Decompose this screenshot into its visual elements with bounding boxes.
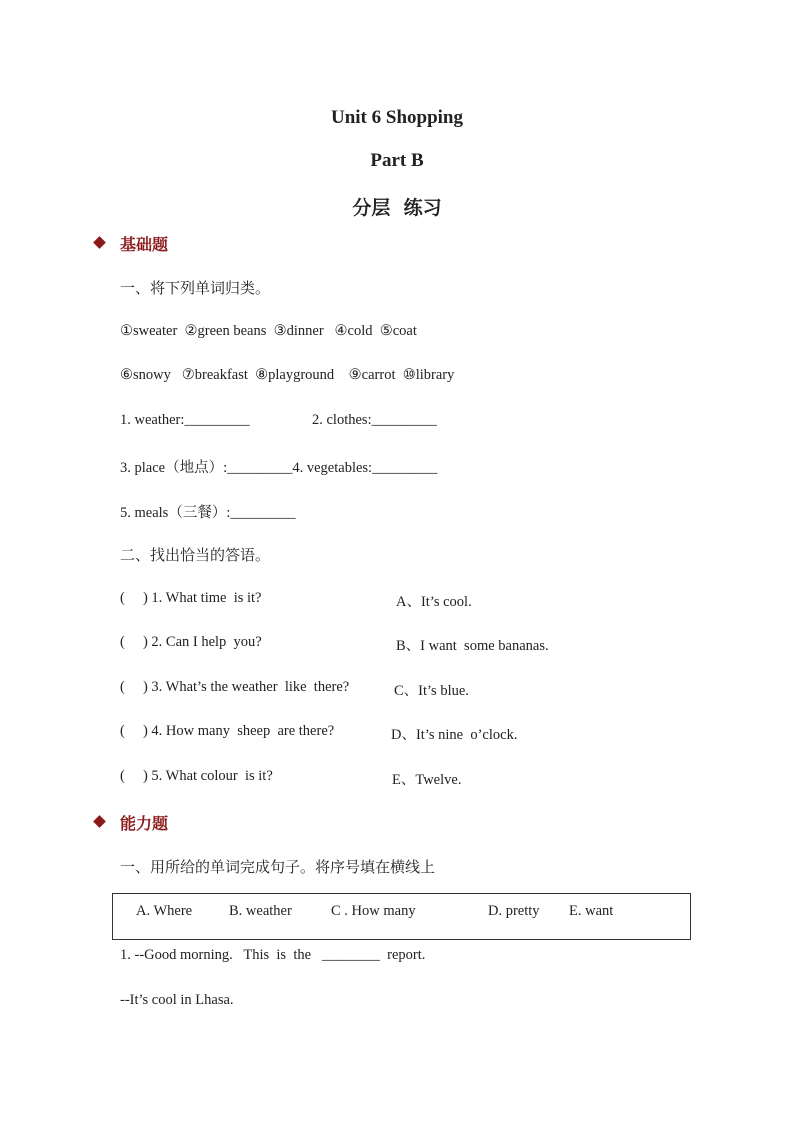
classify-item-2: 2. clothes:_________ bbox=[312, 412, 437, 428]
match-question: ( ) 2. Can I help you? bbox=[120, 634, 262, 650]
sentence-1-reply: --It’s cool in Lhasa. bbox=[120, 992, 234, 1008]
match-answer: E、Twelve. bbox=[392, 772, 462, 788]
match-answer: B、I want some bananas. bbox=[396, 638, 549, 654]
section-basic-title: 基础题 bbox=[120, 235, 169, 254]
match-question: ( ) 3. What’s the weather like there? bbox=[120, 679, 350, 695]
match-answer: C、It’s blue. bbox=[394, 683, 469, 699]
match-question: ( ) 1. What time is it? bbox=[120, 590, 262, 606]
classify-item-3-4: 3. place（地点）:_________4. vegetables:_________ bbox=[120, 460, 438, 476]
diamond-bullet-icon bbox=[93, 815, 106, 828]
doc-subtitle: 分层 练习 bbox=[352, 197, 442, 219]
word-bank-option: A. Where bbox=[136, 903, 193, 919]
match-question: ( ) 5. What colour is it? bbox=[120, 768, 273, 784]
diamond-bullet-icon bbox=[93, 236, 106, 249]
word-bank-option: E. want bbox=[569, 903, 614, 919]
ability-q1-instruction: 一、用所给的单词完成句子。将序号填在横线上 bbox=[120, 858, 436, 876]
match-answer: A、It’s cool. bbox=[396, 594, 472, 610]
doc-part: Part B bbox=[370, 150, 424, 171]
classify-item-5: 5. meals（三餐）:_________ bbox=[120, 505, 296, 521]
word-bank-option: D. pretty bbox=[488, 903, 540, 919]
q1-instruction: 一、将下列单词归类。 bbox=[120, 279, 271, 297]
word-bank-option: C . How many bbox=[331, 903, 416, 919]
section-ability-title: 能力题 bbox=[120, 814, 169, 833]
sentence-1: 1. --Good morning. This is the ________ report. bbox=[120, 947, 426, 963]
match-question: ( ) 4. How many sheep are there? bbox=[120, 723, 335, 739]
words-line-1: ①sweater ②green beans ③dinner ④cold ⑤coat bbox=[120, 323, 417, 339]
word-bank-option: B. weather bbox=[229, 903, 292, 919]
words-line-2: ⑥snowy ⑦breakfast ⑧playground ⑨carrot ⑩library bbox=[120, 367, 455, 383]
match-answer: D、It’s nine o’clock. bbox=[391, 727, 518, 743]
classify-item-1: 1. weather:_________ bbox=[120, 412, 250, 428]
doc-title: Unit 6 Shopping bbox=[330, 107, 463, 128]
q2-instruction: 二、找出恰当的答语。 bbox=[120, 546, 271, 564]
